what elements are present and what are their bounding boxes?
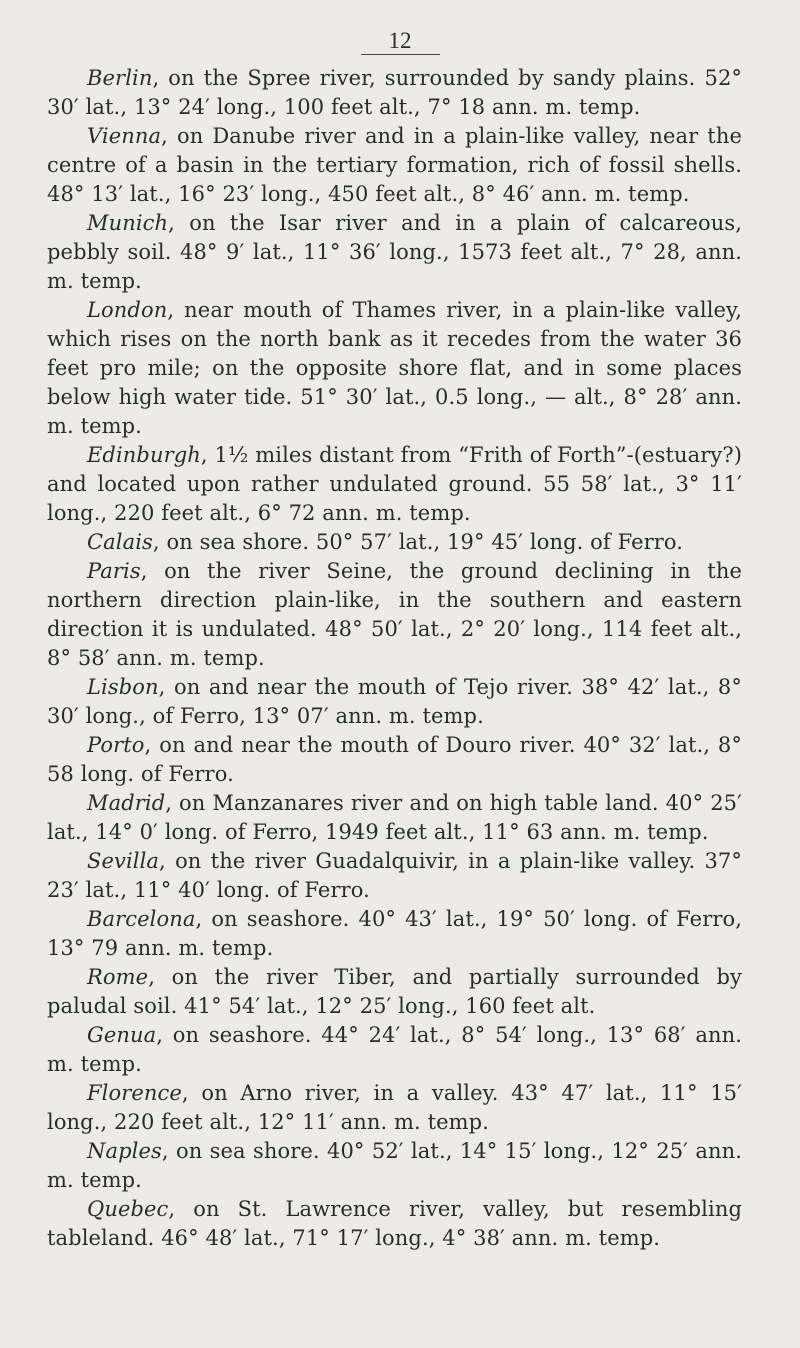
entry-text: , near mouth of Thames river, in a plain-like valley, which rises on the north bank as it recedes from the water 36 feet pro mile; on the opposite shore flat, and in some places below high water tide. 51° 30′ lat., 0.5 long., — alt., 8° 28′ ann. m. temp. <box>47 298 742 438</box>
entry-rome <box>47 963 742 1021</box>
entry-text: , on St. Lawrence river, valley, but resembling tableland. 46° 48′ lat., 71° 17′ long., 4° 38′ ann. m. temp. <box>47 1197 742 1250</box>
entry-text: , on and near the mouth of Douro river. 40° 32′ lat., 8° 58 long. of Ferro. <box>47 733 742 786</box>
entry-naples <box>47 1137 742 1195</box>
entry-text: , on Manzanares river and on high table land. 40° 25′ lat., 14° 0′ long. of Ferro, 1949 feet alt., 11° 63 ann. m. temp. <box>47 791 742 844</box>
city-name: Madrid <box>87 791 166 815</box>
entry-text: , on sea shore. 40° 52′ lat., 14° 15′ long., 12° 25′ ann. m. temp. <box>47 1139 742 1192</box>
entry-london <box>47 296 742 441</box>
entry-text: , on the river Seine, the ground declining in the northern direction plain-like, in the southern and eastern direction it is undulated. 48° 50′ lat., 2° 20′ long., 114 feet alt., 8° 58′ ann. m. temp. <box>47 559 742 670</box>
entry-barcelona <box>47 905 742 963</box>
entry-text: , on the Spree river, surrounded by sandy plains. 52° 30′ lat., 13° 24′ long., 100 feet alt., 7° 18 ann. m. temp. <box>47 66 742 119</box>
entry-text: , on Danube river and in a plain-like valley, near the centre of a basin in the tertiary formation, rich of fossil shells. 48° 13′ lat., 16° 23′ long., 450 feet alt., 8° 46′ ann. m. temp. <box>47 124 742 206</box>
city-name: Paris <box>87 559 141 583</box>
entry-text: , on seashore. 40° 43′ lat., 19° 50′ long. of Ferro, 13° 79 ann. m. temp. <box>47 907 742 960</box>
city-name: Naples <box>87 1139 162 1163</box>
city-name: Sevilla <box>87 849 160 873</box>
entry-berlin <box>47 64 742 122</box>
city-name: Vienna <box>87 124 162 148</box>
entry-edinburgh <box>47 441 742 528</box>
city-name: Rome <box>87 965 149 989</box>
city-name: London <box>87 298 168 322</box>
city-name: Florence <box>87 1081 182 1105</box>
entry-text: , on the river Tiber, and partially surrounded by paludal soil. 41° 54′ lat., 12° 25′ long., 160 feet alt. <box>47 965 742 1018</box>
entry-paris <box>47 557 742 673</box>
city-name: Munich <box>87 211 169 235</box>
entry-text: , 1½ miles distant from “Frith of Forth”-(estuary?) and located upon rather undulated ground. 55 58′ lat., 3° 11′ long., 220 feet alt., 6° 72 ann. m. temp. <box>47 443 742 525</box>
city-name: Barcelona <box>87 907 196 931</box>
entry-text: , on the Isar river and in a plain of calcareous, pebbly soil. 48° 9′ lat., 11° 36′ long., 1573 feet alt., 7° 28, ann. m. temp. <box>47 211 742 293</box>
city-name: Porto <box>87 733 145 757</box>
entry-florence <box>47 1079 742 1137</box>
entry-text: , on seashore. 44° 24′ lat., 8° 54′ long., 13° 68′ ann. m. temp. <box>47 1023 742 1076</box>
entry-vienna <box>47 122 742 209</box>
city-name: Lisbon <box>87 675 159 699</box>
entry-lisbon <box>47 673 742 731</box>
entry-quebec <box>47 1195 742 1253</box>
entry-text: , on the river Guadalquivir, in a plain-like valley. 37° 23′ lat., 11° 40′ long. of Ferro. <box>47 849 742 902</box>
entry-calais <box>47 528 742 557</box>
entry-munich <box>47 209 742 296</box>
entry-text: , on and near the mouth of Tejo river. 38° 42′ lat., 8° 30′ long., of Ferro, 13° 07′ ann. m. temp. <box>47 675 742 728</box>
entry-madrid <box>47 789 742 847</box>
entry-porto <box>47 731 742 789</box>
city-name: Calais <box>87 530 153 554</box>
entry-genua <box>47 1021 742 1079</box>
city-name: Genua <box>87 1023 157 1047</box>
city-name: Edinburgh <box>87 443 201 467</box>
city-name: Berlin <box>87 66 153 90</box>
page-number: 12 <box>0 28 800 54</box>
entry-sevilla <box>47 847 742 905</box>
city-entries <box>47 64 742 1253</box>
entry-text: , on Arno river, in a valley. 43° 47′ lat., 11° 15′ long., 220 feet alt., 12° 11′ ann. m. temp. <box>47 1081 742 1134</box>
entry-text: , on sea shore. 50° 57′ lat., 19° 45′ long. of Ferro. <box>152 530 684 554</box>
city-name: Quebec <box>87 1197 169 1221</box>
